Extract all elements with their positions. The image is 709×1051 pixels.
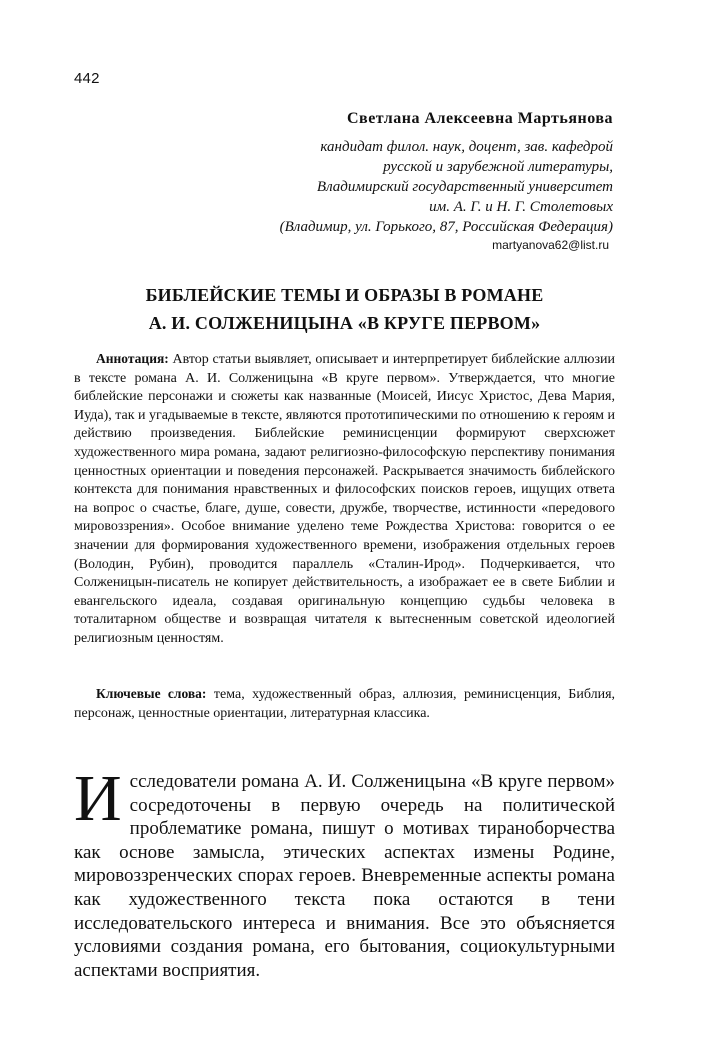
affiliation-line: Владимирский государственный университет	[316, 179, 613, 195]
body-paragraph-text: сследователи романа А. И. Солженицына «В круге первом» сосредоточены в первую очередь на политической проблематике романа, пишут о мотивах тираноборчества как основе замысла, этических аспектах измены Родине, мировоззренческих спорах героев. Вневременные аспекты романа как художественного текста пока остаются в тени исследовательского интереса и внимания. Все это объясняется условиями создания романа, его бытования, социокультурными аспектами восприятия.	[74, 771, 615, 981]
body-text	[74, 762, 615, 982]
abstract-text: Автор статьи выявляет, описывает и интерпретирует библейские аллюзии в тексте романа А. И. Солженицына «В круге первом». Утверждается, что многие библейские персонажи и сюжеты как названные (Моисей, Иисус Христос, Дева Мария, Иуда), так и угадываемые в тексте, являются прототипическими по отношению к героям и действию произведения. Библейские реминисценции формируют сверхсюжет художественного мира романа, задают религиозно-философскую перспективу понимания ценностных ориентации и поведения персонажей. Раскрывается значимость библейского контекста для понимания нравственных и философских поисков героев, ищущих ответа на вопрос о счастье, благе, душе, совести, дружбе, творчестве, истинности «передового мировоззрения». Особое внимание уделено теме Рождества Христова: говорится о ее значении для формирования художественного времени, изображения отдельных героев (Володин, Рубин), проводится параллель «Сталин-Ирод». Подчеркивается, что Солженицын-писатель не копирует действительность, а изображает ее в свете Библии и евангельского идеала, создавая оригинальную концепцию судьбы человека в тоталитарном обществе и возвращая читателя к вытесненным советской идеологией религиозным ценностям.	[74, 352, 615, 646]
affiliation-line: кандидат филол. наук, доцент, зав. кафедрой	[320, 139, 613, 155]
body-paragraph	[74, 762, 615, 982]
affiliation-line: (Владимир, ул. Горького, 87, Российская Федерация)	[279, 219, 613, 235]
abstract-paragraph	[74, 350, 615, 649]
affiliation-line: русской и зарубежной литературы,	[383, 159, 613, 175]
author-name: Светлана Алексеевна Мартьянова	[347, 110, 613, 127]
keywords-paragraph	[74, 685, 615, 723]
abstract-label: Аннотация:	[96, 351, 169, 366]
keywords-text: тема, художественный образ, аллюзия, реминисценция, Библия, персонаж, ценностные ориентации, литературная классика.	[74, 687, 616, 721]
article-title-line-2: А. И. СОЛЖЕНИЦЫНА «В КРУГЕ ПЕРВОМ»	[148, 313, 541, 333]
article-title	[74, 281, 615, 337]
page-number: 442	[74, 70, 100, 87]
author-email: martyanova62@list.ru	[492, 238, 609, 252]
article-title-line-1: БИБЛЕЙСКИЕ ТЕМЫ И ОБРАЗЫ В РОМАНЕ	[145, 285, 544, 305]
affiliation-line: им. А. Г. и Н. Г. Столетовых	[429, 199, 613, 215]
abstract	[74, 350, 615, 649]
author-block	[193, 110, 613, 253]
keywords-label: Ключевые слова:	[96, 686, 207, 701]
keywords	[74, 685, 615, 723]
drop-cap: И	[74, 762, 122, 835]
